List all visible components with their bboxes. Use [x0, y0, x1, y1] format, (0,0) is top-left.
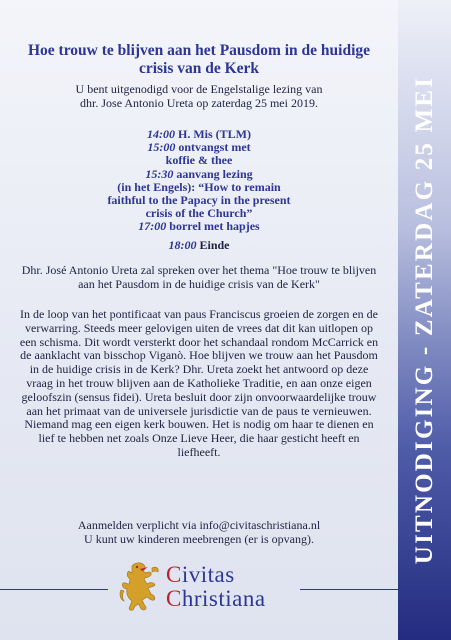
body-paragraph-1: In de loop van het pontificaat van paus Franciscus groeien de zorgen en de verwarring. Steeds meer gelovigen uiten de vrees dat dit kan uitlopen op een schisma. Dit wordt versterkt door het schandaal rondom McCarrick en de aanklacht van bisschop Viganò. Hoe blijven we trouw aan het Pausdom in de huidige crisis in de Kerk? Dhr. Ureta zoekt het antwoord op deze vraag in het trouw blijven aan de Katholieke Traditie, en aan onze eigen geloofszin (sensus fidei). Ureta besluit door zijn onvoorwaardelijke trouw aan het primaat van de universele jurisdictie van de paus te vernieuwen. — [19, 307, 379, 418]
civitas-christiana-logo — [118, 558, 298, 614]
intro-line-1: U bent uitgenodigd voor de Engelstalige lezing van — [75, 82, 323, 96]
schedule-label: borrel met hapjes — [166, 219, 260, 234]
schedule-time: 15:00 — [147, 140, 176, 155]
schedule-label: H. Mis (TLM) — [175, 127, 251, 141]
topic-text: Dhr. José Antonio Ureta zal spreken over het thema "Hoe trouw te blijven aan het Pausdom in de huidige crisis van de Kerk" — [21, 263, 377, 291]
divider-left — [0, 589, 108, 590]
schedule-time: 18:00 — [168, 237, 197, 252]
schedule-label-continued: koffie & thee — [165, 153, 233, 168]
schedule-time: 14:00 — [147, 127, 175, 141]
schedule-item-lecture — [18, 168, 380, 181]
sidebar-banner-text: UITNODIGING - ZATERDAG 25 MEI — [410, 75, 438, 565]
divider-right — [300, 589, 398, 590]
registration-info — [18, 518, 380, 546]
schedule-time: 15:30 — [145, 166, 174, 181]
page-title: Hoe trouw te blijven aan het Pausdom in de huidige crisis van de Kerk — [27, 42, 371, 77]
registration-line-1: Aanmelden verplicht via info@civitaschristiana.nl — [77, 518, 321, 532]
logo-word-civitas: Civitas — [166, 562, 235, 587]
body-paragraph-2: Niemand mag een eigen kerk bouwen. Het is nodig om haar te dienen en lief te hebben net zoals Onze Lieve Heer, die haar gesticht heeft en liefheeft. — [24, 417, 374, 459]
schedule-item-end — [18, 239, 380, 252]
heraldic-lion-icon — [118, 560, 162, 612]
schedule-label: ontvangst met — [175, 140, 251, 155]
schedule-label: Einde — [196, 237, 230, 252]
registration-line-2: U kunt uw kinderen meebrengen (er is opvang). — [84, 532, 314, 546]
schedule-item-drinks — [18, 220, 380, 233]
schedule-label-continued: faithful to the Papacy in the present — [107, 193, 291, 208]
intro-text — [18, 82, 380, 110]
schedule-time: 17:00 — [138, 219, 167, 234]
body-text — [18, 308, 380, 460]
schedule-label-continued: (in het Engels): “How to remain — [117, 179, 281, 194]
intro-line-2: dhr. Jose Antonio Ureta op zaterdag 25 mei 2019. — [80, 96, 318, 110]
schedule-label-continued: crisis of the Church” — [145, 206, 253, 221]
sidebar-banner — [398, 0, 451, 640]
logo-word-christiana: Christiana — [166, 586, 266, 611]
schedule-label: aanvang lezing — [173, 166, 253, 181]
schedule — [18, 128, 380, 252]
